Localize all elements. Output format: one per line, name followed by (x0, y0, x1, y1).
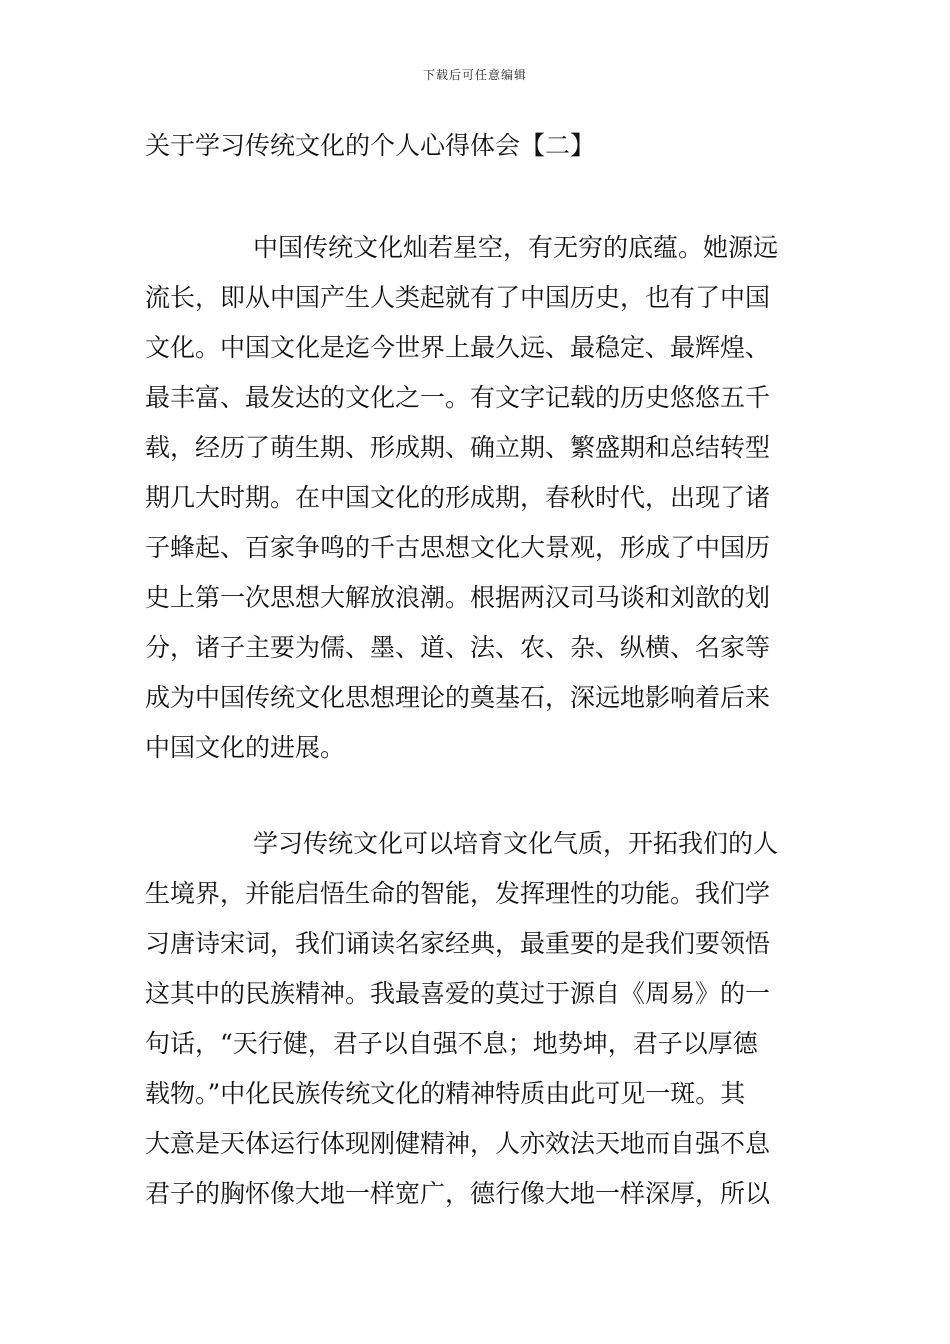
paragraph-line: 中国文化的进展。 (145, 733, 346, 762)
paragraph-line: 分，诸子主要为儒、墨、道、法、农、杂、纵横、名家等 (145, 633, 771, 662)
paragraph-line: 子蜂起、百家争鸣的千古思想文化大景观，形成了中国历 (145, 533, 771, 562)
document-title: 关于学习传统文化的个人心得体会【二】 (145, 131, 596, 160)
paragraph-line: 中国传统文化灿若星空，有无穷的底蕴。她源远 (253, 233, 779, 262)
paragraph-line: 史上第一次思想大解放浪潮。根据两汉司马谈和刘歆的划 (145, 583, 771, 612)
paragraph-line: 习唐诗宋词，我们诵读名家经典，最重要的是我们要领悟 (145, 929, 771, 958)
paragraph-line: 大意是天体运行体现刚健精神，人亦效法天地而自强不息 (145, 1129, 771, 1158)
paragraph-line: 最丰富、最发达的文化之一。有文字记载的历史悠悠五千 (145, 383, 771, 412)
paragraph-line: 载，经历了萌生期、形成期、确立期、繁盛期和总结转型 (145, 433, 771, 462)
paragraph-line: 这其中的民族精神。我最喜爱的莫过于源自《周易》的一 (145, 979, 771, 1008)
paragraph-line: 载物。”中化民族传统文化的精神特质由此可见一斑。其 (145, 1079, 746, 1108)
paragraph-line: 成为中国传统文化思想理论的奠基石，深远地影响着后来 (145, 683, 771, 712)
paragraph-line: 学习传统文化可以培育文化气质，开拓我们的人 (253, 829, 779, 858)
paragraph-line: 句话，“天行健，君子以自强不息；地势坤，君子以厚德 (145, 1029, 758, 1058)
paragraph-1 (145, 223, 810, 773)
paragraph-line: 生境界，并能启悟生命的智能，发挥理性的功能。我们学 (145, 879, 771, 908)
paragraph-line: 期几大时期。在中国文化的形成期，春秋时代，出现了诸 (145, 483, 771, 512)
header-note: 下载后可任意编辑 (422, 68, 527, 82)
paragraph-2 (145, 819, 810, 1219)
paragraph-line: 君子的胸怀像大地一样宽广，德行像大地一样深厚，所以 (145, 1179, 771, 1208)
paragraph-line: 流长，即从中国产生人类起就有了中国历史，也有了中国 (145, 283, 771, 312)
paragraph-line: 文化。中国文化是迄今世界上最久远、最稳定、最辉煌、 (145, 333, 771, 362)
